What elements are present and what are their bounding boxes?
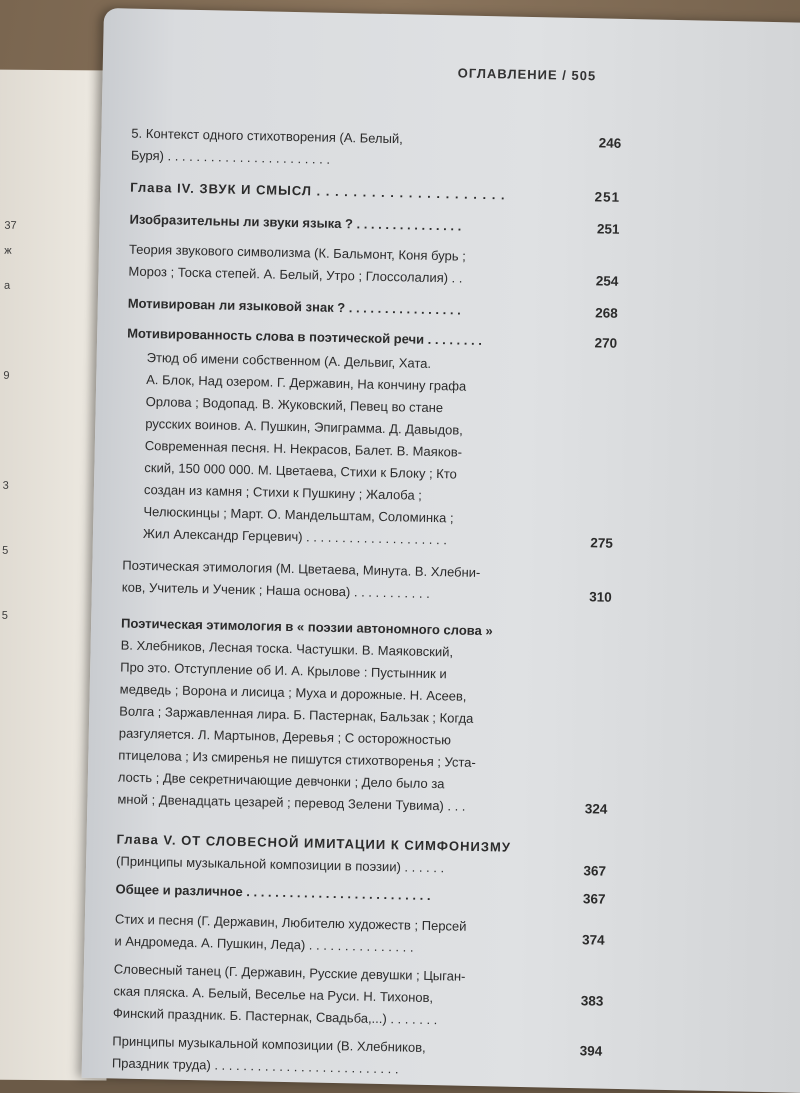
toc-line: Словесный танец (Г. Державин, Русские девушки ; Цыган- <box>113 961 466 984</box>
toc-entry <box>129 209 620 241</box>
left-fragment: 5 <box>2 544 9 557</box>
toc-line: мной ; Двенадцать цезарей ; перевод Зелени Тувима) . . . <box>117 791 466 814</box>
toc-page-number: 367 <box>583 863 607 879</box>
toc-line: Праздник труда) . . . . . . . . . . . . . . . . . . . . . . . . . . <box>111 1055 399 1077</box>
toc-line: птицелова ; Из смиренья не пишутся стихотворенья ; Уста- <box>118 747 476 770</box>
toc-entry <box>111 1030 603 1084</box>
toc-line: Поэтическая этимология (М. Цветаева, Минута. В. Хлебни- <box>122 557 481 581</box>
toc-line: Принципы музыкальной композиции (В. Хлебников, <box>112 1033 426 1055</box>
toc-line: ский, 150 000 000. М. Цветаева, Стихи к Блоку ; Кто <box>144 459 458 482</box>
left-fragment: а <box>3 279 11 292</box>
left-fragment: 5 <box>1 609 8 622</box>
toc-page-number: 367 <box>582 891 606 907</box>
toc-page-number: 275 <box>590 535 614 551</box>
toc-line: Стих и песня (Г. Державин, Любителю художеств ; Персей <box>114 911 467 934</box>
toc-entry <box>117 612 608 820</box>
toc-line: Мороз ; Тоска степей. А. Белый, Утро ; Глоссолалия) . . <box>128 263 463 286</box>
book-page <box>82 8 800 1093</box>
toc-line: и Андромеда. А. Пушкин, Леда) . . . . . . . . . . . . . . . <box>114 933 414 955</box>
toc-line: лость ; Две секретничающие девчонки ; Дело было за <box>117 769 445 792</box>
toc-entry <box>115 878 606 910</box>
left-fragment: ж <box>4 244 12 257</box>
toc-line: Глава V. ОТ СЛОВЕСНОЙ ИМИТАЦИИ К СИМФОНИЗМУ <box>116 831 512 855</box>
toc-entry <box>112 958 604 1034</box>
toc-line: медведь ; Ворона и лисица ; Муха и дорожные. Н. Асеев, <box>119 681 467 704</box>
toc-line: русских воинов. А. Пушкин, Эпиграмма. Д. Давыдов, <box>145 415 464 438</box>
toc-line: 5. Контекст одного стихотворения (А. Белый, <box>131 125 403 147</box>
toc-line: Изобразительны ли звуки языка ? . . . . . . . . . . . . . . . <box>129 211 462 234</box>
toc-line: Мотивирован ли языковой знак ? . . . . . . . . . . . . . . . . <box>127 295 461 318</box>
toc-page-number: 268 <box>595 305 618 321</box>
toc-page-number: 310 <box>589 589 612 605</box>
left-fragment: 3 <box>2 479 9 492</box>
toc-entry <box>130 177 621 209</box>
toc-entry <box>128 239 619 293</box>
toc-line: Поэтическая этимология в « поэзии автономного слова » <box>120 615 493 639</box>
toc-line: Общее и различное . . . . . . . . . . . . . . . . . . . . . . . . . . <box>115 881 431 904</box>
toc-line: Жил Александр Герцевич) . . . . . . . . . . . . . . . . . . . . <box>142 525 448 548</box>
toc-entry <box>121 555 612 609</box>
toc-line: Теория звукового символизма (К. Бальмонт, Коня бурь ; <box>128 241 466 264</box>
toc-page-number: 251 <box>596 221 620 237</box>
toc-line: Волга ; Заржавленная лира. Б. Пастернак, Бальзак ; Когда <box>119 703 474 726</box>
left-fragment: 37 <box>4 219 17 232</box>
toc-page-number: 324 <box>584 801 608 817</box>
toc-line: Орлова ; Водопад. В. Жуковский, Певец во стане <box>145 393 444 416</box>
toc-line: Челюскинцы ; Март. О. Мандельштам, Соломинка ; <box>143 503 454 526</box>
toc-line: Финский праздник. Б. Пастернак, Свадьба,...) . . . . . . . <box>112 1005 438 1028</box>
toc-page-number: 374 <box>581 932 605 948</box>
toc-page-number: 383 <box>580 993 604 1009</box>
toc-line: ков, Учитель и Ученик ; Наша основа) . . . . . . . . . . . <box>121 579 430 601</box>
running-header: ОГЛАВЛЕНИЕ / 505 <box>457 65 597 84</box>
toc-line: Глава IV. ЗВУК И СМЫСЛ . . . . . . . . . . . . . . . . . . . . . <box>130 179 506 203</box>
toc-entry <box>114 908 605 962</box>
toc-page-number: 254 <box>595 273 619 289</box>
toc-line: создан из камня ; Стихи к Пушкину ; Жалоба ; <box>143 481 423 503</box>
toc-line: Мотивированность слова в поэтической речи . . . . . . . . <box>127 325 483 348</box>
toc-entry <box>130 123 622 177</box>
toc-page-number: 270 <box>594 335 618 351</box>
toc-line: (Принципы музыкальной композиции в поэзии) . . . . . . <box>115 853 445 876</box>
toc-line: Про это. Отступление об И. А. Крылове : Пустынник и <box>120 659 447 682</box>
toc-entry <box>142 347 614 555</box>
toc-line: Буря) . . . . . . . . . . . . . . . . . . . . . . . <box>130 147 331 167</box>
toc-page-number: 251 <box>594 189 621 205</box>
toc-line: А. Блок, Над озером. Г. Державин, На кончину графа <box>146 371 467 394</box>
toc-line: Этюд об имени собственном (А. Дельвиг, Хата. <box>146 349 432 371</box>
toc-page-number: 394 <box>579 1043 603 1059</box>
toc-entry <box>127 293 618 325</box>
toc-line: разгуляется. Л. Мартынов, Деревья ; С осторожностью <box>118 725 452 748</box>
toc-line: Современная песня. Н. Некрасов, Балет. В. Маяков- <box>144 437 463 460</box>
toc-line: ская пляска. А. Белый, Веселье на Руси. Н. Тихонов, <box>113 983 434 1006</box>
left-fragment: 9 <box>3 369 10 382</box>
toc-line: В. Хлебников, Лесная тоска. Частушки. В. Маяковский, <box>120 637 454 660</box>
toc-page-number: 246 <box>598 135 622 151</box>
toc-entry <box>115 828 607 882</box>
